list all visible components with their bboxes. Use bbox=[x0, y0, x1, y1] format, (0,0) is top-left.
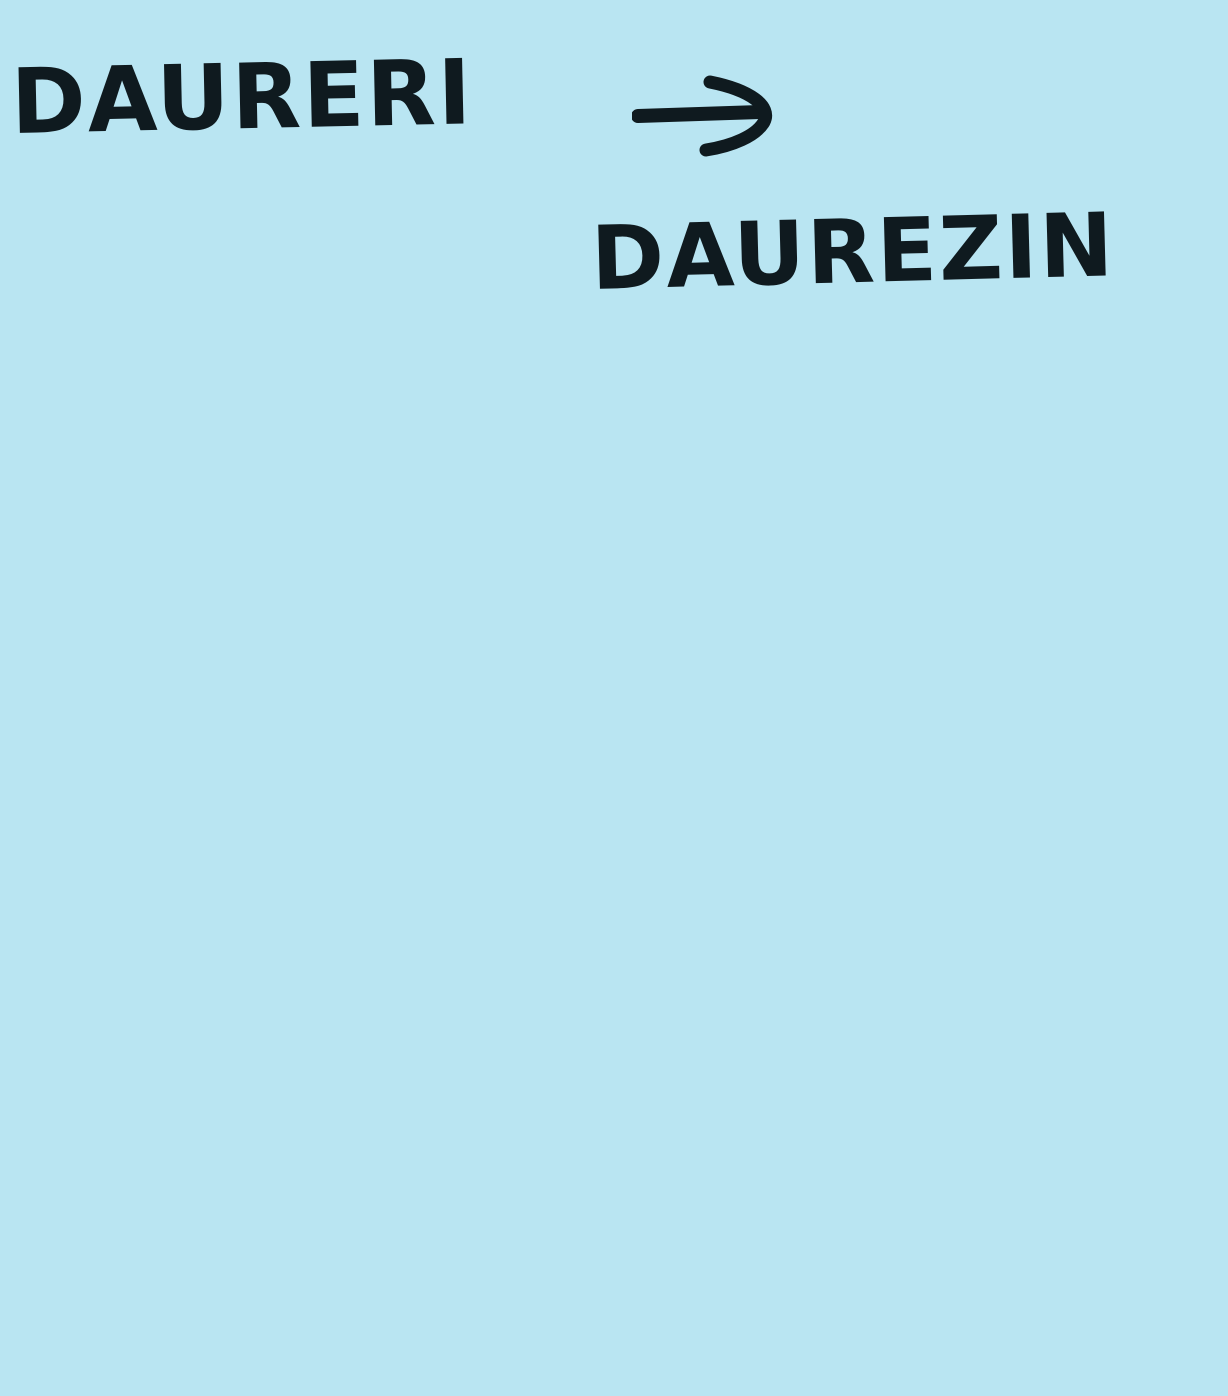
right-arrow-icon bbox=[632, 70, 782, 160]
word-daurezin: DAUREZIN bbox=[589, 193, 1117, 310]
word-daureri: DAURERI bbox=[9, 40, 475, 155]
